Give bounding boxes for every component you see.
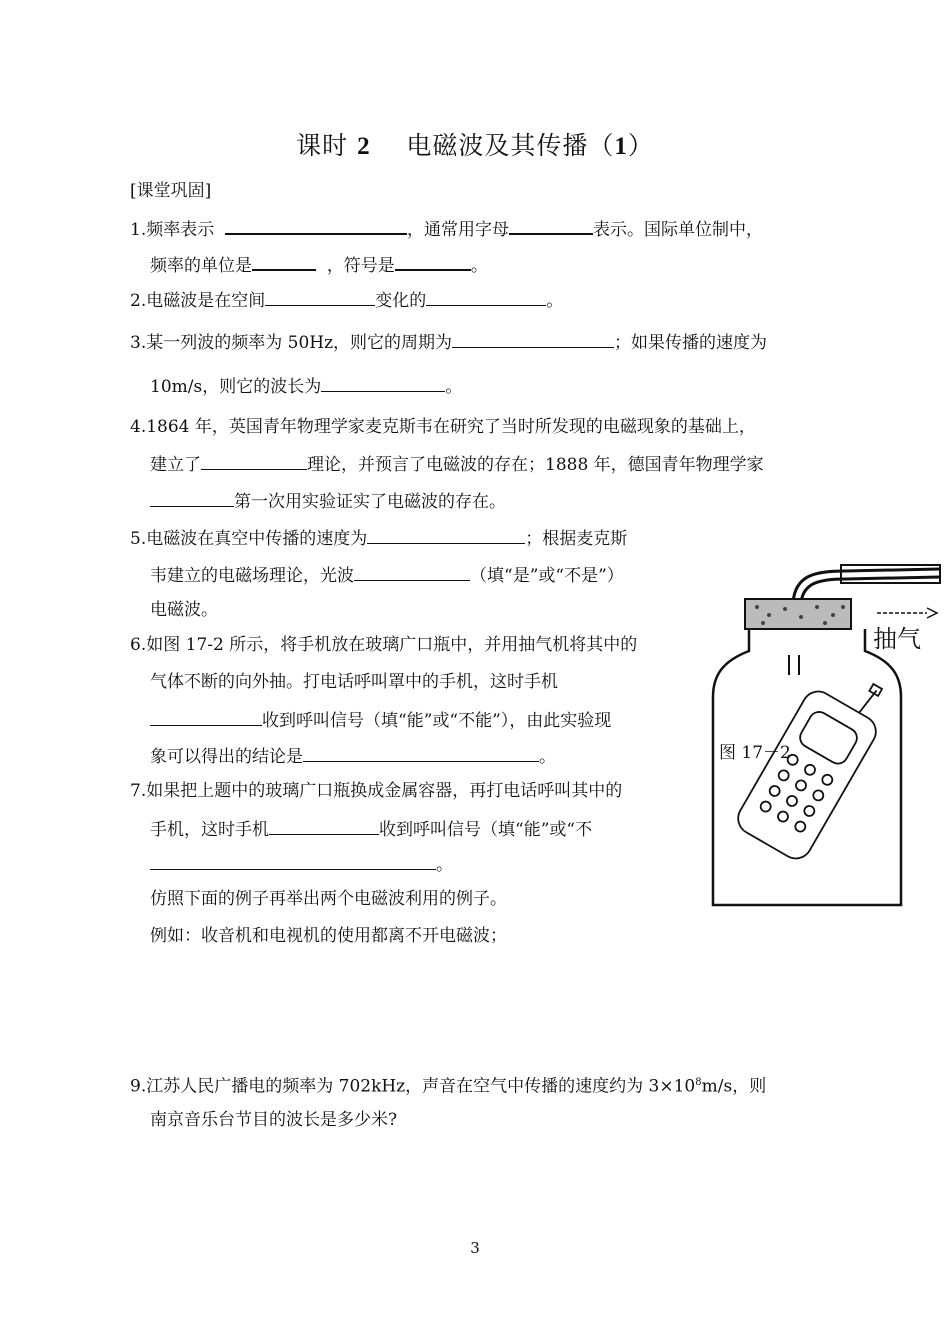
question-6-line-1: 6.如图 17-2 所示，将手机放在玻璃广口瓶中，并用抽气机将其中的 [130, 635, 638, 655]
page-title: 课时 2 电磁波及其传播（1） [296, 131, 654, 160]
question-8-line-1: 仿照下面的例子再举出两个电磁波利用的例子。 [150, 889, 507, 909]
answer-blank[interactable] [452, 330, 614, 348]
question-7-line-2: 手机，这时手机 收到呼叫信号（填“能”或“不 [150, 817, 592, 841]
answer-blank[interactable] [321, 374, 445, 392]
answer-blank[interactable] [303, 744, 539, 762]
answer-blank[interactable] [426, 288, 546, 306]
answer-blank[interactable] [395, 252, 471, 271]
question-4-line-1: 4.1864 年，英国青年物理学家麦克斯韦在研究了当时所发现的电磁现象的基础上， [130, 417, 756, 437]
question-7-line-1: 7.如果把上题中的玻璃广口瓶换成金属容器，再打电话呼叫其中的 [130, 781, 623, 801]
answer-blank[interactable] [150, 489, 234, 507]
answer-blank[interactable] [150, 852, 436, 870]
question-5-line-1: 5.电磁波在真空中传播的速度为 ；根据麦克斯 [130, 526, 627, 550]
answer-blank[interactable] [150, 708, 262, 726]
question-9-line-2: 南京音乐台节目的波长是多少米? [150, 1110, 398, 1130]
question-5-line-3: 电磁波。 [150, 600, 218, 620]
answer-blank[interactable] [225, 216, 407, 235]
figure-caption: 图 17－2 [719, 743, 791, 763]
question-5-line-2: 韦建立的电磁场理论，光波 （填“是”或“不是”） [150, 563, 624, 587]
question-6-line-4: 象可以得出的结论是 。 [150, 744, 556, 768]
question-3-line-1: 3.某一列波的频率为 50Hz，则它的周期为 ；如果传播的速度为 [130, 330, 767, 354]
answer-blank[interactable] [354, 563, 470, 581]
answer-blank[interactable] [252, 252, 316, 271]
answer-blank[interactable] [367, 526, 525, 544]
question-6-line-3: 收到呼叫信号（填“能”或“不能”），由此实验现 [150, 708, 611, 732]
question-9-line-1: 9.江苏人民广播电的频率为 702kHz，声音在空气中传播的速度约为 $3\times 10^8m/s$，则 [130, 1076, 767, 1097]
question-1-line-2: 频率的单位是 ，符号是 。 [150, 252, 488, 277]
question-1-line-1: 1.频率表示 ，通常用字母 表示。国际单位制中， [130, 216, 763, 241]
answer-blank[interactable] [509, 216, 593, 235]
question-4-line-2: 建立了 理论，并预言了电磁波的存在；1888 年，德国青年物理学家 [150, 452, 764, 476]
answer-blank[interactable] [265, 288, 375, 306]
question-3-line-2: 10m/s，则它的波长为 。 [150, 374, 462, 398]
section-heading: [课堂巩固] [130, 181, 212, 201]
question-4-line-3: 第一次用实验证实了电磁波的存在。 [150, 489, 506, 513]
page-number: 3 [470, 1239, 480, 1257]
figure-label: 抽气 [873, 625, 921, 653]
question-7-line-3: 。 [150, 852, 453, 876]
answer-blank[interactable] [269, 817, 379, 835]
question-2: 2.电磁波是在空间 变化的 。 [130, 288, 563, 312]
bottle-phone-figure [705, 555, 945, 915]
question-6-line-2: 气体不断的向外抽。打电话呼叫罩中的手机，这时手机 [150, 672, 558, 692]
answer-blank[interactable] [201, 452, 307, 470]
question-8-line-2: 例如：收音机和电视机的使用都离不开电磁波； [150, 926, 507, 946]
